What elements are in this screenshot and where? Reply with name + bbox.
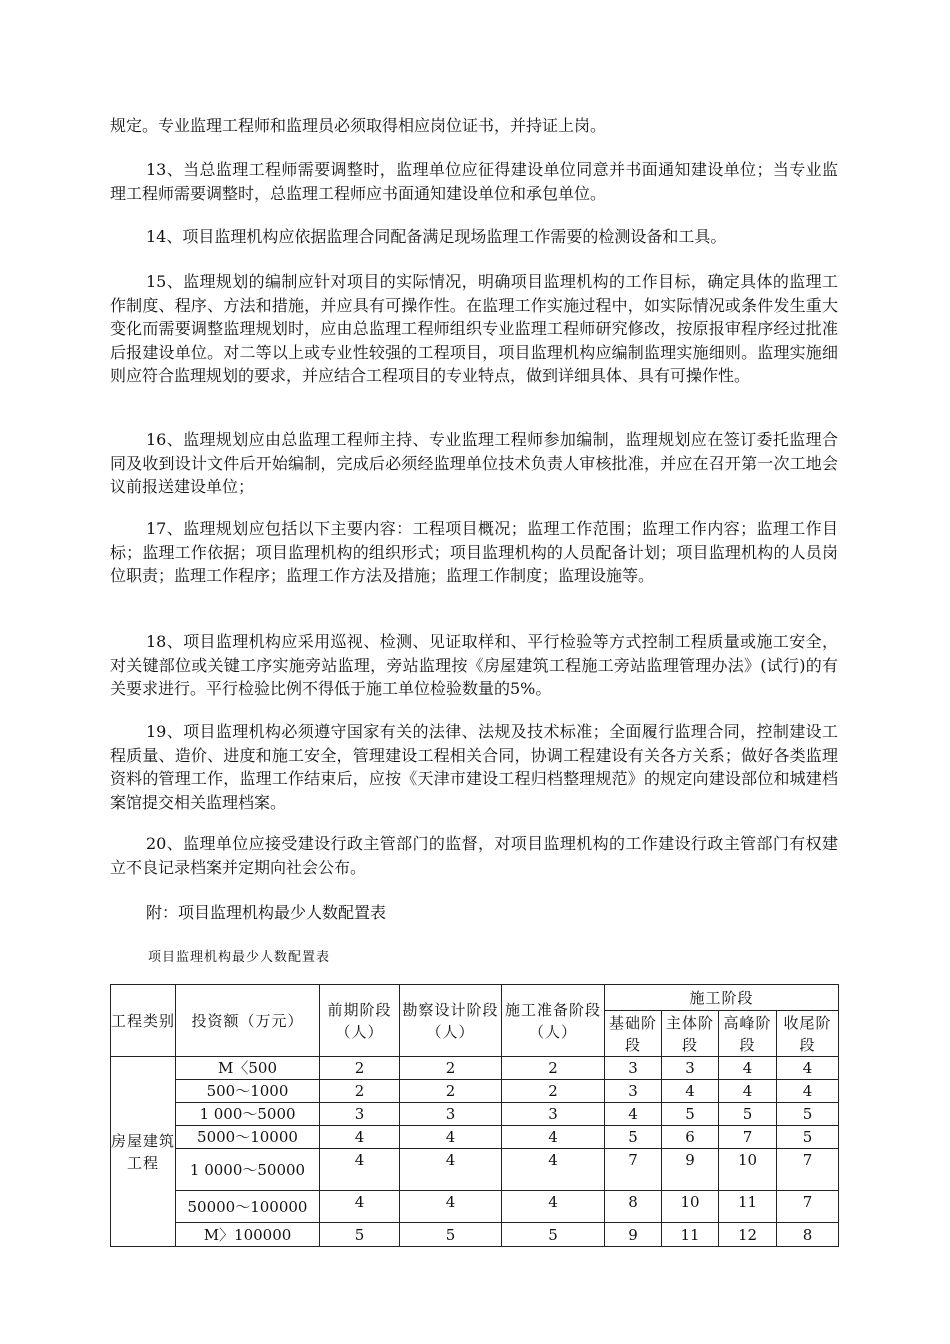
- paragraph-19: 19、项目监理机构必须遵守国家有关的法律、法规及技术标准；全面履行监理合同，控制建设工程质量、造价、进度和施工安全，管理建设工程相关合同，协调工程建设有关各方关系；做好各类监理资料的管理工作，监理工作结束后，应按《天津市建设工程归档整理规范》的规定向建设部位和城建档案馆提交相关监理档案。: [110, 722, 838, 812]
- value-cell: 3: [605, 1080, 662, 1103]
- value-cell: 2: [502, 1080, 605, 1103]
- header-construction: 施工阶段: [605, 985, 839, 1011]
- paragraph-12-continued: 规定。专业监理工程师和监理员必须取得相应岗位证书，并持证上岗。: [110, 116, 607, 135]
- paragraph-18: 18、项目监理机构应采用巡视、检测、见证取样和、平行检验等方式控制工程质量或施工安全，对关键部位或关键工序实施旁站监理，旁站监理按《房屋建筑工程施工旁站监理管理办法》(试行)的有关要求进行。平行检验比例不得低于施工单位检验数量的5%。: [110, 632, 838, 698]
- value-cell: 3: [400, 1103, 502, 1126]
- table-row: [111, 1223, 839, 1247]
- header-main-body: 主体阶段: [662, 1011, 719, 1057]
- header-survey-stage: 勘察设计阶段（人）: [400, 985, 502, 1057]
- value-cell: 4: [400, 1126, 502, 1149]
- value-cell: 10: [662, 1191, 719, 1223]
- staffing-table: [110, 984, 839, 1247]
- value-cell: 10: [719, 1149, 777, 1191]
- table-row: [111, 1191, 839, 1223]
- header-peak: 高峰阶段: [719, 1011, 777, 1057]
- header-prep-stage: 施工准备阶段（人）: [502, 985, 605, 1057]
- value-cell: 7: [777, 1149, 839, 1191]
- investment-range: 50000～100000: [176, 1191, 320, 1223]
- value-cell: 5: [719, 1103, 777, 1126]
- value-cell: 8: [777, 1223, 839, 1247]
- value-cell: 4: [400, 1191, 502, 1223]
- header-investment: 投资额（万元）: [176, 985, 320, 1057]
- value-cell: 7: [777, 1191, 839, 1223]
- value-cell: 2: [400, 1080, 502, 1103]
- value-cell: 6: [662, 1126, 719, 1149]
- value-cell: 3: [605, 1057, 662, 1080]
- value-cell: 3: [502, 1103, 605, 1126]
- table-row: [111, 1149, 839, 1191]
- table-row: [111, 1126, 839, 1149]
- value-cell: 7: [719, 1126, 777, 1149]
- value-cell: 4: [400, 1149, 502, 1191]
- value-cell: 4: [320, 1191, 400, 1223]
- value-cell: 4: [719, 1080, 777, 1103]
- value-cell: 9: [662, 1149, 719, 1191]
- table-row: [111, 1057, 839, 1080]
- table-row: [111, 1080, 839, 1103]
- value-cell: 4: [502, 1191, 605, 1223]
- value-cell: 4: [777, 1080, 839, 1103]
- value-cell: 8: [605, 1191, 662, 1223]
- value-cell: 5: [777, 1126, 839, 1149]
- investment-range: 1 000～5000: [176, 1103, 320, 1126]
- investment-range: M〉100000: [176, 1223, 320, 1247]
- paragraph-13: 13、当总监理工程师需要调整时，监理单位应征得建设单位同意并书面通知建设单位；当专业监理工程师需要调整时，总监理工程师应书面通知建设单位和承包单位。: [110, 160, 838, 203]
- table-row: [111, 1103, 839, 1126]
- value-cell: 2: [502, 1057, 605, 1080]
- investment-range: 5000～10000: [176, 1126, 320, 1149]
- value-cell: 4: [320, 1126, 400, 1149]
- value-cell: 7: [605, 1149, 662, 1191]
- value-cell: 5: [662, 1103, 719, 1126]
- paragraph-20: 20、监理单位应接受建设行政主管部门的监督，对项目监理机构的工作建设行政主管部门有权建立不良记录档案并定期向社会公布。: [110, 834, 838, 877]
- header-foundation: 基础阶段: [605, 1011, 662, 1057]
- investment-range: M〈500: [176, 1057, 320, 1080]
- value-cell: 5: [777, 1103, 839, 1126]
- value-cell: 4: [502, 1126, 605, 1149]
- value-cell: 4: [662, 1080, 719, 1103]
- value-cell: 4: [502, 1149, 605, 1191]
- value-cell: 2: [400, 1057, 502, 1080]
- value-cell: 5: [320, 1223, 400, 1247]
- value-cell: 5: [502, 1223, 605, 1247]
- appendix-note: 附：项目监理机构最少人数配置表: [146, 903, 387, 922]
- value-cell: 3: [320, 1103, 400, 1126]
- header-category: 工程类别: [111, 985, 176, 1057]
- value-cell: 4: [719, 1057, 777, 1080]
- value-cell: 12: [719, 1223, 777, 1247]
- investment-range: 1 0000～50000: [176, 1149, 320, 1191]
- value-cell: 9: [605, 1223, 662, 1247]
- paragraph-16: 16、监理规划应由总监理工程师主持、专业监理工程师参加编制，监理规划应在签订委托监理合同及收到设计文件后开始编制，完成后必须经监理单位技术负责人审核批准，并应在召开第一次工地会议前报送建设单位；: [110, 430, 838, 496]
- paragraph-15: 15、监理规划的编制应针对项目的实际情况，明确项目监理机构的工作目标，确定具体的监理工作制度、程序、方法和措施，并应具有可操作性。在监理工作实施过程中，如实际情况或条件发生重大变化而需要调整监理规划时，应由总监理工程师组织专业监理工程师研究修改，按原报审程序经过批准后报建设单位。对二等以上或专业性较强的工程项目，项目监理机构应编制监理实施细则。监理实施细则应符合监理规划的要求，并应结合工程项目的专业特点，做到详细具体、具有可操作性。: [110, 272, 838, 385]
- value-cell: 2: [320, 1080, 400, 1103]
- value-cell: 5: [605, 1126, 662, 1149]
- paragraph-14: 14、项目监理机构应依据监理合同配备满足现场监理工作需要的检测设备和工具。: [146, 227, 727, 246]
- value-cell: 4: [605, 1103, 662, 1126]
- header-closing: 收尾阶段: [777, 1011, 839, 1057]
- header-pre-stage: 前期阶段（人）: [320, 985, 400, 1057]
- value-cell: 11: [719, 1191, 777, 1223]
- value-cell: 4: [777, 1057, 839, 1080]
- category-cell: 房屋建筑工程: [111, 1057, 176, 1247]
- paragraph-17: 17、监理规划应包括以下主要内容：工程项目概况；监理工作范围；监理工作内容；监理工作目标；监理工作依据；项目监理机构的组织形式；项目监理机构的人员配备计划；项目监理机构的人员岗位职责；监理工作程序；监理工作方法及措施；监理工作制度；监理设施等。: [110, 519, 838, 585]
- value-cell: 4: [320, 1149, 400, 1191]
- value-cell: 11: [662, 1223, 719, 1247]
- investment-range: 500～1000: [176, 1080, 320, 1103]
- value-cell: 2: [320, 1057, 400, 1080]
- value-cell: 3: [662, 1057, 719, 1080]
- table-caption: 项目监理机构最少人数配置表: [148, 950, 331, 965]
- value-cell: 5: [400, 1223, 502, 1247]
